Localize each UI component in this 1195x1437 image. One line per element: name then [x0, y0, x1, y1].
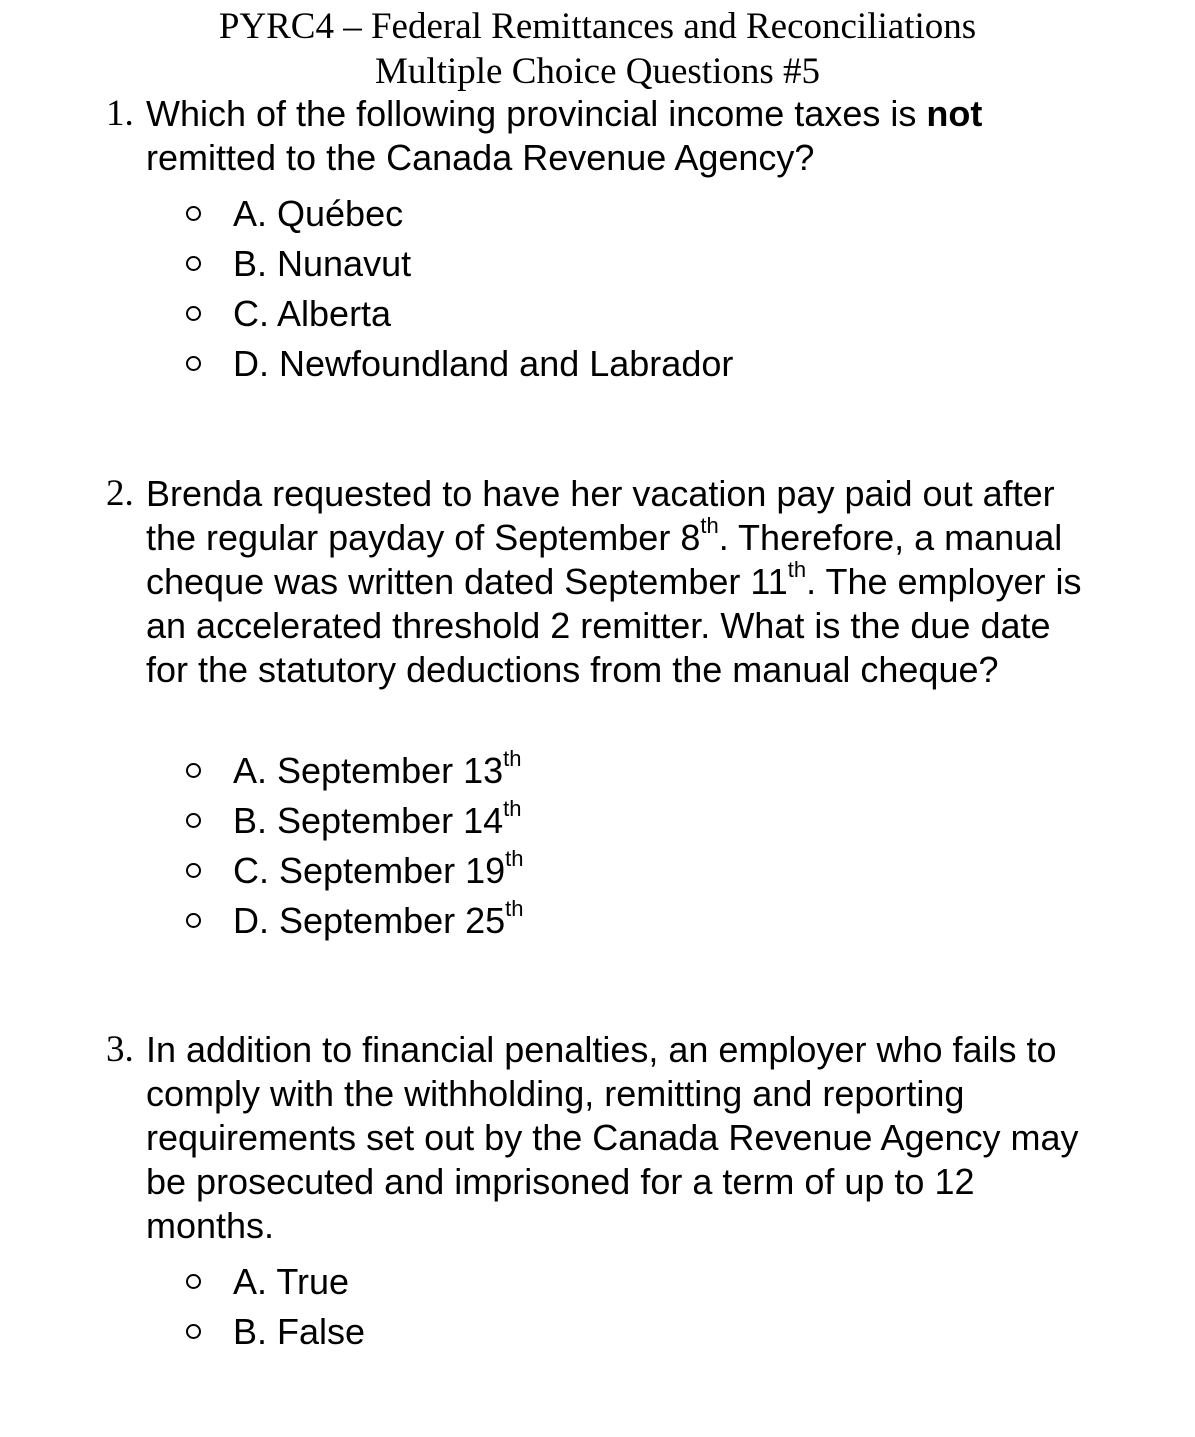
- document-header: [0, 4, 1195, 94]
- radio-circle-icon[interactable]: [186, 913, 201, 928]
- option-1b[interactable]: [0, 239, 1195, 289]
- option-label: B. False: [233, 1311, 366, 1352]
- question-text: In addition to financial penalties, an employer who fails to comply with the withholding, remitting and reporting requirements set out by the Canada Revenue Agency may be prosecuted and imprisoned for a term of up to 12 months.: [146, 1029, 1079, 1246]
- radio-circle-icon[interactable]: [186, 306, 201, 321]
- option-3a[interactable]: [0, 1257, 1195, 1307]
- option-label: D. Newfoundland and Labrador: [233, 343, 734, 384]
- radio-circle-icon[interactable]: [186, 1274, 201, 1289]
- option-label: B. Nunavut: [233, 243, 412, 284]
- option-2a[interactable]: [0, 746, 1195, 796]
- option-label: A. September 13th: [233, 746, 522, 791]
- option-3b[interactable]: [0, 1307, 1195, 1357]
- question-text: Which of the following provincial income taxes is not remitted to the Canada Revenue Agency?: [146, 93, 983, 178]
- radio-circle-icon[interactable]: [186, 1324, 201, 1339]
- option-1a[interactable]: [0, 189, 1195, 239]
- radio-circle-icon[interactable]: [186, 813, 201, 828]
- question-number: 3.: [106, 1029, 134, 1070]
- option-1d[interactable]: [0, 339, 1195, 389]
- question-text: Brenda requested to have her vacation pay paid out after the regular payday of September 8th. Therefore, a manual cheque was written dated September 11th. The employer is an accelerated threshold 2 remitter. What is the due date for the statutory deductions from the manual cheque?: [146, 473, 1082, 690]
- option-label: B. September 14th: [233, 796, 522, 841]
- option-1c[interactable]: [0, 289, 1195, 339]
- option-2c[interactable]: [0, 846, 1195, 896]
- radio-circle-icon[interactable]: [186, 206, 201, 221]
- question-number: 2.: [106, 473, 134, 514]
- radio-circle-icon[interactable]: [186, 256, 201, 271]
- radio-circle-icon[interactable]: [186, 863, 201, 878]
- radio-circle-icon[interactable]: [186, 763, 201, 778]
- option-label: A. True: [233, 1261, 350, 1302]
- option-label: A. Québec: [233, 193, 404, 234]
- option-label: D. September 25th: [233, 896, 524, 941]
- option-label: C. September 19th: [233, 846, 524, 891]
- radio-circle-icon[interactable]: [186, 356, 201, 371]
- document-subtitle: Multiple Choice Questions #5: [375, 51, 820, 92]
- option-2b[interactable]: [0, 796, 1195, 846]
- option-label: C. Alberta: [233, 293, 392, 334]
- option-2d[interactable]: [0, 896, 1195, 946]
- question-number: 1.: [106, 93, 134, 134]
- document-title: PYRC4 – Federal Remittances and Reconciliations: [218, 6, 977, 47]
